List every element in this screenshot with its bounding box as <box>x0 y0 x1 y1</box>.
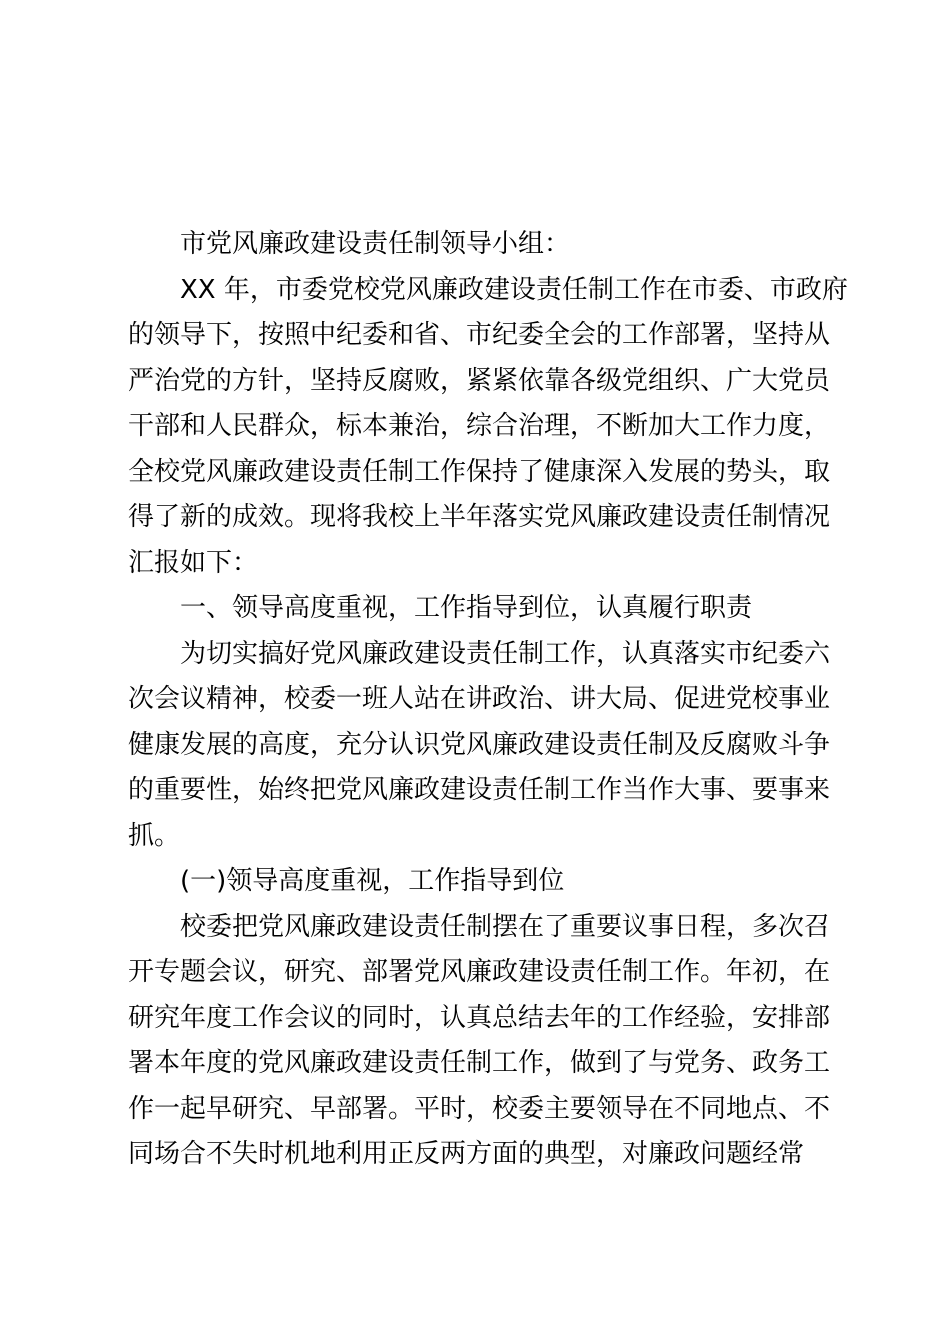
paragraph-line: 为切实搞好党风廉政建设责任制工作，认真落实市纪委六 <box>180 638 831 669</box>
paragraph-line: 作一起早研究、早部署。平时，校委主要领导在不同地点、不 <box>128 1093 831 1124</box>
paragraph-line: 的重要性，始终把党风廉政建设责任制工作当作大事、要事来 <box>128 775 831 805</box>
paragraph-line: 抓。 <box>128 820 181 851</box>
paragraph-line: 严治党的方针，坚持反腐败，紧紧依靠各级党组织、广大党员 <box>128 365 831 396</box>
paragraph-line: 研究年度工作会议的同时，认真总结去年的工作经验，安排部 <box>128 1002 831 1033</box>
paragraph-line: 开专题会议，研究、部署党风廉政建设责任制工作。年初，在 <box>128 957 831 987</box>
paragraph-line: XX 年，市委党校党风廉政建设责任制工作在市委、市政府 <box>180 274 848 305</box>
section-heading: 一、领导高度重视，工作指导到位，认真履行职责 <box>180 593 753 623</box>
paragraph-line: 得了新的成效。现将我校上半年落实党风廉政建设责任制情况 <box>128 502 831 532</box>
salutation: 市党风廉政建设责任制领导小组： <box>180 229 571 259</box>
document-body <box>128 222 848 1178</box>
paragraph-line: 次会议精神，校委一班人站在讲政治、讲大局、促进党校事业 <box>128 684 831 714</box>
subsection-heading: (一)领导高度重视，工作指导到位 <box>180 866 565 896</box>
paragraph-line: 署本年度的党风廉政建设责任制工作，做到了与党务、政务工 <box>128 1048 831 1078</box>
paragraph-line: 全校党风廉政建设责任制工作保持了健康深入发展的势头，取 <box>128 456 831 487</box>
paragraph-line: 校委把党风廉政建设责任制摆在了重要议事日程，多次召 <box>180 911 831 942</box>
paragraph-line: 汇报如下： <box>128 547 259 578</box>
paragraph-line: 同场合不失时机地利用正反两方面的典型，对廉政问题经常 <box>128 1139 805 1169</box>
paragraph-line: 干部和人民群众，标本兼治，综合治理，不断加大工作力度， <box>128 411 831 441</box>
paragraph-line: 的领导下，按照中纪委和省、市纪委全会的工作部署，坚持从 <box>128 320 831 350</box>
paragraph-line: 健康发展的高度，充分认识党风廉政建设责任制及反腐败斗争 <box>128 729 831 760</box>
